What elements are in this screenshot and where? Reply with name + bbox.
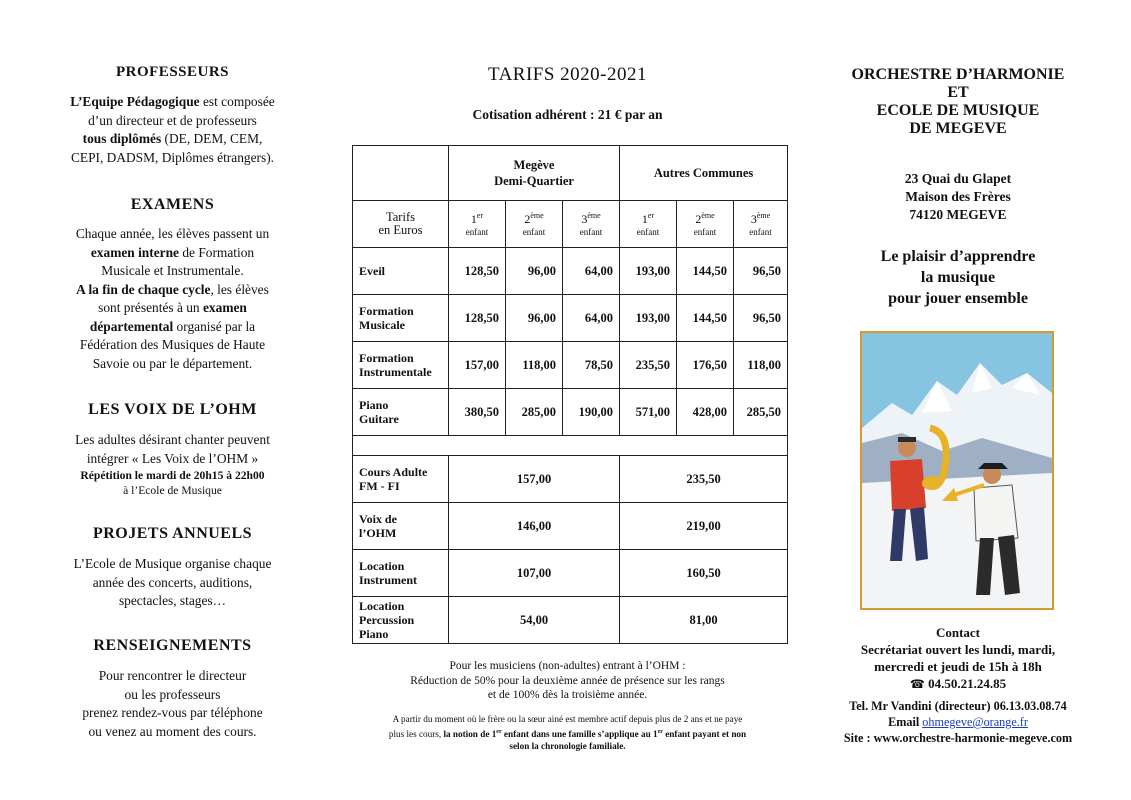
- projets-section: PROJETS ANNUELS L’Ecole de Musique organise chaque année des concerts, auditions, spectacles, stages…: [20, 525, 325, 611]
- contact-details: Tel. Mr Vandini (directeur) 06.13.03.08.74 Email ohmegeve@orange.fr Site : www.orchestre-harmonie-megeve.com: [818, 698, 1098, 746]
- contact-block: Contact Secrétariat ouvert les lundi, mardi, mercredi et jeudi de 15h à 18h ☎ 04.50.21.24.85: [860, 625, 1056, 691]
- group-autres-header: Autres Communes: [620, 146, 788, 201]
- table-row: Voix de l’OHM 146,00 219,00: [353, 503, 788, 550]
- table-row: Piano Guitare 380,50 285,00 190,00 571,00 428,00 285,50: [353, 389, 788, 436]
- projets-title: PROJETS ANNUELS: [92, 525, 253, 542]
- musicians-illustration: [860, 331, 1054, 610]
- table-row: Cours Adulte FM - FI 157,00 235,50: [353, 456, 788, 503]
- voix-title: LES VOIX DE L’OHM: [88, 401, 257, 418]
- subheader-cell: 2ème enfant: [506, 201, 563, 248]
- subheader-cell: 3ème enfant: [563, 201, 620, 248]
- table-subheader-row: [353, 201, 788, 248]
- table-corner-top: [353, 146, 449, 201]
- email-link[interactable]: ohmegeve@orange.fr: [922, 715, 1028, 729]
- table-row: Location Instrument 107,00 160,50: [353, 550, 788, 597]
- table-row: Eveil 128,50 96,00 64,00 193,00 144,50 96,50: [353, 248, 788, 295]
- cotisation-line: Cotisation adhérent : 21 € par an: [472, 107, 663, 122]
- telephone-icon: ☎: [909, 677, 925, 691]
- voix-section: LES VOIX DE L’OHM Les adultes désirant chanter peuvent intégrer « Les Voix de l’OHM » Répétition le mardi de 20h15 à 22h00 à l’Ecole de Musique: [20, 401, 325, 498]
- price-table: [352, 145, 788, 644]
- renseignements-section: RENSEIGNEMENTS Pour rencontrer le directeur ou les professeurs prenez rendez-vous par téléphone ou venez au moment des cours.: [20, 637, 325, 741]
- tarifs-corner: Tarifs en Euros: [353, 201, 449, 248]
- site-line: Site : www.orchestre-harmonie-megeve.com: [843, 731, 1073, 745]
- equipe-bold: L’Equipe Pédagogique: [70, 94, 200, 109]
- table-spacer-row: [353, 436, 788, 456]
- examens-section: EXAMENS Chaque année, les élèves passent un examen interne de Formation Musicale et Instrumentale. A la fin de chaque cycle, les élèves sont présentés à un examen départemental organisé par la Fédération des Musiques de Haute Savoie ou par le département.: [20, 196, 325, 373]
- org-name: ORCHESTRE D’HARMONIE ET ECOLE DE MUSIQUE DE MEGEVE: [851, 66, 1065, 137]
- renseignements-title: RENSEIGNEMENTS: [93, 637, 252, 654]
- subheader-cell: 2ème enfant: [677, 201, 734, 248]
- phone-number: 04.50.21.24.85: [928, 676, 1007, 691]
- tagline: Le plaisir d’apprendre la musique pour jouer ensemble: [880, 248, 1036, 307]
- table-row: Location Percussion Piano 54,00 81,00: [353, 597, 788, 644]
- address: 23 Quai du Glapet Maison des Frères 74120 MEGEVE: [904, 171, 1012, 222]
- reduction-note: Pour les musiciens (non-adultes) entrant à l’OHM : Réduction de 50% pour la deuxième année de présence sur les rangs et de 100% dès la troisième année.: [410, 660, 725, 701]
- table-row: Formation Musicale 128,50 96,00 64,00 193,00 144,50 96,50: [353, 295, 788, 342]
- subheader-cell: 1er enfant: [449, 201, 506, 248]
- sibling-note: A partir du moment où le frère ou la sœur ainé est membre actif depuis plus de 2 ans et ne paye plus les cours, la notion de 1er enfant dans une famille s’applique au 1er enfant payant et non selon la chronologie familiale.: [388, 714, 747, 752]
- table-header-row: [353, 146, 788, 201]
- tarifs-title: TARIFS 2020-2021: [487, 64, 648, 85]
- illustration-svg: [862, 333, 1052, 608]
- professeurs-section: PROFESSEURS L’Equipe Pédagogique est composée d’un directeur et de professeurs tous diplômés (DE, DEM, CEM, CEPI, DADSM, Diplômes étrangers).: [20, 64, 325, 167]
- professeurs-title: PROFESSEURS: [115, 64, 230, 80]
- subheader-cell: 3ème enfant: [734, 201, 788, 248]
- subheader-cell: 1er enfant: [620, 201, 677, 248]
- group-megeve-header: Megève Demi-Quartier: [449, 146, 620, 201]
- table-row: Formation Instrumentale 157,00 118,00 78,50 235,50 176,50 118,00: [353, 342, 788, 389]
- examens-title: EXAMENS: [130, 196, 215, 213]
